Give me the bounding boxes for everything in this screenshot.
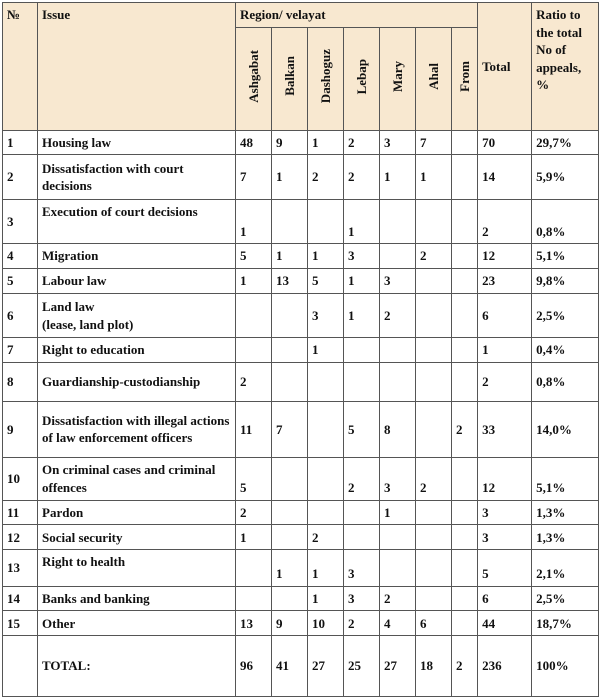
issue-label: Land law (lease, land plot) (38, 293, 236, 337)
region-count-cell: 1 (308, 338, 344, 363)
region-count-cell (416, 401, 452, 458)
row-number: 13 (3, 550, 38, 586)
totals-row (3, 636, 599, 697)
region-label: From (456, 60, 472, 92)
region-header-balkan (272, 27, 308, 130)
total-cell: 3 (478, 500, 532, 525)
region-count-cell: 10 (308, 611, 344, 636)
row-number: 15 (3, 611, 38, 636)
ratio-cell: 9,8% (532, 269, 599, 294)
region-label: Ahal (425, 62, 441, 90)
region-count-cell (380, 338, 416, 363)
region-count-cell: 3 (344, 586, 380, 611)
region-count-cell: 7 (236, 155, 272, 199)
issue-label: Social security (38, 525, 236, 550)
region-label: Balkan (281, 56, 297, 97)
region-count-cell (272, 293, 308, 337)
ratio-cell: 5,1% (532, 458, 599, 501)
totals-region-cell: 96 (236, 636, 272, 697)
row-number: 2 (3, 155, 38, 199)
row-number: 10 (3, 458, 38, 501)
region-count-cell: 8 (380, 401, 416, 458)
region-count-cell (452, 199, 478, 243)
issue-label: Other (38, 611, 236, 636)
region-count-cell: 2 (344, 155, 380, 199)
row-number: 4 (3, 244, 38, 269)
region-count-cell (452, 586, 478, 611)
total-cell: 1 (478, 338, 532, 363)
table-row (3, 244, 599, 269)
region-count-cell (416, 550, 452, 586)
totals-region-cell: 2 (452, 636, 478, 697)
region-group-header: Region/ velayat (236, 3, 478, 28)
ratio-cell: 2,1% (532, 550, 599, 586)
region-count-cell: 2 (344, 458, 380, 501)
region-count-cell (452, 363, 478, 401)
issue-label: Guardianship-custodianship (38, 363, 236, 401)
ratio-cell: 14,0% (532, 401, 599, 458)
region-count-cell: 48 (236, 130, 272, 155)
region-count-cell: 11 (236, 401, 272, 458)
region-label: Dashoguz (317, 49, 333, 104)
totals-region-cell: 25 (344, 636, 380, 697)
issue-label: Right to education (38, 338, 236, 363)
total-column-header: Total (478, 3, 532, 131)
region-count-cell: 2 (416, 244, 452, 269)
issue-label: Right to health (38, 550, 236, 586)
region-count-cell (272, 500, 308, 525)
region-count-cell: 1 (380, 500, 416, 525)
region-count-cell (416, 269, 452, 294)
table-row (3, 269, 599, 294)
row-number: 1 (3, 130, 38, 155)
table-row (3, 155, 599, 199)
ratio-cell: 0,4% (532, 338, 599, 363)
header-row-1 (3, 3, 599, 28)
region-header-ahal (416, 27, 452, 130)
totals-region-cell: 41 (272, 636, 308, 697)
region-count-cell (416, 363, 452, 401)
issue-label: On criminal cases and criminal offences (38, 458, 236, 501)
issue-column-header: Issue (38, 3, 236, 131)
region-count-cell (452, 155, 478, 199)
ratio-cell: 5,9% (532, 155, 599, 199)
totals-number-cell (3, 636, 38, 697)
region-count-cell (452, 244, 478, 269)
region-count-cell: 1 (272, 155, 308, 199)
region-count-cell: 7 (416, 130, 452, 155)
table-body (3, 130, 599, 696)
table-row (3, 401, 599, 458)
region-count-cell (272, 363, 308, 401)
region-count-cell (452, 458, 478, 501)
region-count-cell (308, 458, 344, 501)
issue-label: Dissatisfaction with illegal actions of law enforcement officers (38, 401, 236, 458)
region-count-cell (236, 338, 272, 363)
region-count-cell (308, 363, 344, 401)
region-count-cell: 1 (236, 525, 272, 550)
region-count-cell (344, 500, 380, 525)
table-row (3, 199, 599, 243)
region-count-cell: 1 (344, 269, 380, 294)
region-label: Ashgabat (245, 49, 261, 103)
row-number: 14 (3, 586, 38, 611)
row-number: 5 (3, 269, 38, 294)
ratio-cell: 18,7% (532, 611, 599, 636)
region-count-cell: 1 (272, 244, 308, 269)
region-header-lebap (344, 27, 380, 130)
region-count-cell (452, 500, 478, 525)
issue-label: Migration (38, 244, 236, 269)
region-count-cell: 3 (380, 269, 416, 294)
total-cell: 44 (478, 611, 532, 636)
region-count-cell (344, 363, 380, 401)
region-count-cell: 1 (344, 199, 380, 243)
table-row (3, 586, 599, 611)
total-cell: 3 (478, 525, 532, 550)
table-row (3, 293, 599, 337)
region-count-cell: 5 (308, 269, 344, 294)
region-label: Lebap (353, 58, 369, 94)
region-count-cell (452, 338, 478, 363)
region-count-cell (416, 293, 452, 337)
row-number: 9 (3, 401, 38, 458)
ratio-cell: 0,8% (532, 363, 599, 401)
region-count-cell (236, 586, 272, 611)
issue-label: Pardon (38, 500, 236, 525)
region-count-cell: 3 (344, 550, 380, 586)
region-count-cell (272, 525, 308, 550)
region-count-cell (416, 525, 452, 550)
region-count-cell (452, 269, 478, 294)
region-count-cell: 9 (272, 130, 308, 155)
table-row (3, 500, 599, 525)
region-count-cell: 1 (236, 269, 272, 294)
region-count-cell: 4 (380, 611, 416, 636)
no-column-header: № (3, 3, 38, 131)
total-cell: 12 (478, 458, 532, 501)
region-count-cell (452, 611, 478, 636)
row-number: 12 (3, 525, 38, 550)
ratio-cell: 1,3% (532, 525, 599, 550)
region-count-cell: 1 (308, 130, 344, 155)
table-row (3, 458, 599, 501)
region-count-cell (272, 458, 308, 501)
region-count-cell (416, 338, 452, 363)
issue-label: Housing law (38, 130, 236, 155)
ratio-column-header: Ratio to the total No of appeals, % (532, 3, 599, 131)
region-count-cell: 3 (308, 293, 344, 337)
total-cell: 2 (478, 363, 532, 401)
region-count-cell: 1 (308, 244, 344, 269)
region-count-cell: 2 (344, 611, 380, 636)
total-cell: 14 (478, 155, 532, 199)
region-count-cell (380, 363, 416, 401)
total-cell: 70 (478, 130, 532, 155)
region-count-cell: 2 (236, 363, 272, 401)
ratio-cell: 0,8% (532, 199, 599, 243)
region-count-cell (380, 550, 416, 586)
ratio-cell: 2,5% (532, 293, 599, 337)
grand-total-cell: 236 (478, 636, 532, 697)
ratio-cell: 5,1% (532, 244, 599, 269)
region-count-cell: 13 (272, 269, 308, 294)
row-number: 3 (3, 199, 38, 243)
total-cell: 6 (478, 293, 532, 337)
region-count-cell: 6 (416, 611, 452, 636)
total-cell: 6 (478, 586, 532, 611)
region-count-cell (452, 130, 478, 155)
region-count-cell (308, 401, 344, 458)
row-number: 7 (3, 338, 38, 363)
region-count-cell: 1 (380, 155, 416, 199)
region-count-cell (452, 293, 478, 337)
region-count-cell: 2 (308, 155, 344, 199)
table-row (3, 611, 599, 636)
total-cell: 5 (478, 550, 532, 586)
totals-region-cell: 27 (308, 636, 344, 697)
region-count-cell: 2 (344, 130, 380, 155)
region-count-cell (344, 338, 380, 363)
region-count-cell: 5 (236, 244, 272, 269)
region-count-cell (236, 550, 272, 586)
total-cell: 23 (478, 269, 532, 294)
region-count-cell: 7 (272, 401, 308, 458)
totals-region-cell: 18 (416, 636, 452, 697)
table-header (3, 3, 599, 131)
region-count-cell: 1 (308, 586, 344, 611)
region-count-cell: 1 (344, 293, 380, 337)
ratio-cell: 1,3% (532, 500, 599, 525)
issue-label: Banks and banking (38, 586, 236, 611)
region-count-cell (452, 525, 478, 550)
table-row (3, 338, 599, 363)
region-count-cell: 5 (344, 401, 380, 458)
totals-label: TOTAL: (38, 636, 236, 697)
totals-region-cell: 27 (380, 636, 416, 697)
table-row (3, 130, 599, 155)
region-count-cell (272, 586, 308, 611)
region-count-cell: 1 (308, 550, 344, 586)
region-header-mary (380, 27, 416, 130)
region-count-cell (416, 586, 452, 611)
issue-label: Execution of court decisions (38, 199, 236, 243)
region-count-cell: 2 (380, 293, 416, 337)
table-row (3, 550, 599, 586)
row-number: 6 (3, 293, 38, 337)
ratio-cell: 29,7% (532, 130, 599, 155)
region-count-cell (272, 338, 308, 363)
table-row (3, 525, 599, 550)
region-count-cell: 2 (236, 500, 272, 525)
total-cell: 33 (478, 401, 532, 458)
region-count-cell: 2 (380, 586, 416, 611)
region-header-from (452, 27, 478, 130)
table-row (3, 363, 599, 401)
total-cell: 12 (478, 244, 532, 269)
region-count-cell: 1 (236, 199, 272, 243)
appeals-table (2, 2, 599, 697)
region-label: Mary (389, 60, 405, 92)
total-cell: 2 (478, 199, 532, 243)
region-count-cell: 3 (344, 244, 380, 269)
region-count-cell (308, 199, 344, 243)
region-count-cell (416, 199, 452, 243)
region-count-cell: 5 (236, 458, 272, 501)
region-count-cell (344, 525, 380, 550)
region-count-cell: 1 (416, 155, 452, 199)
region-count-cell (308, 500, 344, 525)
issue-label: Dissatisfaction with court decisions (38, 155, 236, 199)
region-count-cell: 2 (452, 401, 478, 458)
region-count-cell (236, 293, 272, 337)
region-count-cell: 3 (380, 458, 416, 501)
region-header-ashgabat (236, 27, 272, 130)
ratio-cell: 2,5% (532, 586, 599, 611)
region-count-cell: 2 (416, 458, 452, 501)
issue-label: Labour law (38, 269, 236, 294)
region-count-cell (452, 550, 478, 586)
region-count-cell: 2 (308, 525, 344, 550)
row-number: 11 (3, 500, 38, 525)
row-number: 8 (3, 363, 38, 401)
region-count-cell: 9 (272, 611, 308, 636)
region-count-cell: 3 (380, 130, 416, 155)
region-count-cell (416, 500, 452, 525)
region-count-cell (380, 244, 416, 269)
region-header-dashoguz (308, 27, 344, 130)
grand-ratio-cell: 100% (532, 636, 599, 697)
region-count-cell: 1 (272, 550, 308, 586)
region-count-cell (380, 525, 416, 550)
region-count-cell: 13 (236, 611, 272, 636)
region-count-cell (272, 199, 308, 243)
region-count-cell (380, 199, 416, 243)
